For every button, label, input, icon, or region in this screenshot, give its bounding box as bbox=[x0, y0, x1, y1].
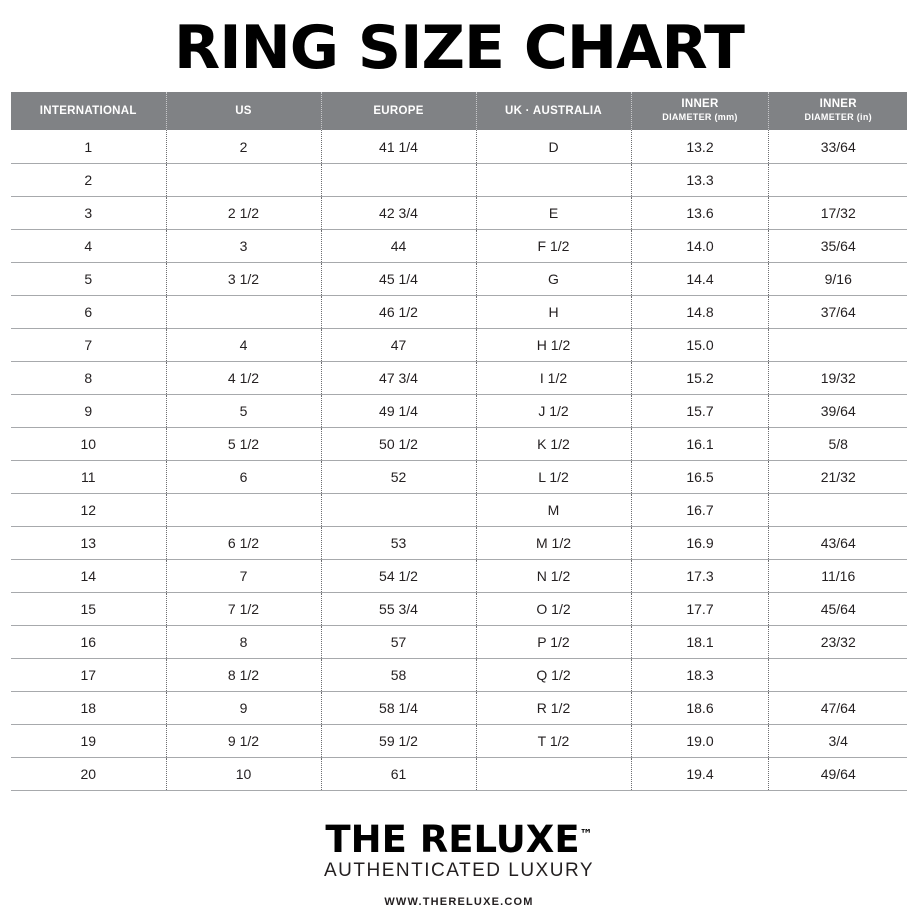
table-cell: 55 3/4 bbox=[321, 592, 476, 625]
table-cell: 47 3/4 bbox=[321, 361, 476, 394]
table-cell: L 1/2 bbox=[476, 460, 631, 493]
table-cell: 17 bbox=[11, 658, 166, 691]
table-cell: 18.3 bbox=[631, 658, 769, 691]
table-cell bbox=[321, 163, 476, 196]
table-cell: 23/32 bbox=[769, 625, 907, 658]
table-cell bbox=[769, 163, 907, 196]
table-cell: 3 1/2 bbox=[166, 262, 321, 295]
column-header-us: US bbox=[166, 92, 321, 130]
table-cell: 49 1/4 bbox=[321, 394, 476, 427]
table-cell: 5 bbox=[11, 262, 166, 295]
table-row bbox=[11, 262, 907, 295]
table-row bbox=[11, 559, 907, 592]
table-cell: 10 bbox=[11, 427, 166, 460]
table-row bbox=[11, 691, 907, 724]
table-cell: 13.3 bbox=[631, 163, 769, 196]
table-cell: 33/64 bbox=[769, 130, 907, 163]
table-cell: K 1/2 bbox=[476, 427, 631, 460]
column-header-uk-australia: UK · AUSTRALIA bbox=[476, 92, 631, 130]
column-header-europe: EUROPE bbox=[321, 92, 476, 130]
table-cell: 12 bbox=[11, 493, 166, 526]
table-cell: 7 1/2 bbox=[166, 592, 321, 625]
table-cell: M 1/2 bbox=[476, 526, 631, 559]
ring-size-table bbox=[11, 92, 907, 791]
table-cell: 19.4 bbox=[631, 757, 769, 790]
table-cell bbox=[166, 295, 321, 328]
brand-tagline: AUTHENTICATED LUXURY bbox=[324, 860, 594, 881]
table-cell bbox=[769, 658, 907, 691]
table-row bbox=[11, 658, 907, 691]
brand-name: THE RELUXE™ bbox=[325, 818, 593, 861]
table-cell: 5/8 bbox=[769, 427, 907, 460]
table-cell: T 1/2 bbox=[476, 724, 631, 757]
table-cell: 39/64 bbox=[769, 394, 907, 427]
table-cell: 52 bbox=[321, 460, 476, 493]
table-row bbox=[11, 394, 907, 427]
table-cell: 4 1/2 bbox=[166, 361, 321, 394]
table-cell: 9 bbox=[166, 691, 321, 724]
column-header-inner-diameter-mm: INNER DIAMETER (mm) bbox=[631, 92, 769, 130]
table-cell: 19 bbox=[11, 724, 166, 757]
table-cell: Q 1/2 bbox=[476, 658, 631, 691]
table-cell: 3/4 bbox=[769, 724, 907, 757]
table-cell: 61 bbox=[321, 757, 476, 790]
table-row bbox=[11, 460, 907, 493]
table-cell: 16 bbox=[11, 625, 166, 658]
table-cell: H bbox=[476, 295, 631, 328]
table-cell: 15.0 bbox=[631, 328, 769, 361]
table-cell: 15.2 bbox=[631, 361, 769, 394]
table-cell bbox=[476, 757, 631, 790]
table-cell: 2 1/2 bbox=[166, 196, 321, 229]
table-cell: 13.2 bbox=[631, 130, 769, 163]
column-header-international: INTERNATIONAL bbox=[11, 92, 166, 130]
table-cell: M bbox=[476, 493, 631, 526]
table-cell: 49/64 bbox=[769, 757, 907, 790]
table-cell: N 1/2 bbox=[476, 559, 631, 592]
table-header bbox=[11, 92, 907, 130]
table-cell: R 1/2 bbox=[476, 691, 631, 724]
table-cell: 20 bbox=[11, 757, 166, 790]
table-header-row bbox=[11, 92, 907, 130]
table-row bbox=[11, 295, 907, 328]
table-cell: P 1/2 bbox=[476, 625, 631, 658]
table-cell: 53 bbox=[321, 526, 476, 559]
table-cell: 15 bbox=[11, 592, 166, 625]
table-cell: 19/32 bbox=[769, 361, 907, 394]
table-cell: 57 bbox=[321, 625, 476, 658]
table-row bbox=[11, 196, 907, 229]
table-cell: 9/16 bbox=[769, 262, 907, 295]
page-title: RING SIZE CHART bbox=[174, 13, 744, 83]
table-cell: 16.1 bbox=[631, 427, 769, 460]
table-cell: 10 bbox=[166, 757, 321, 790]
table-cell: 4 bbox=[166, 328, 321, 361]
table-cell: 2 bbox=[166, 130, 321, 163]
column-header-inner-diameter-in: INNER DIAMETER (in) bbox=[769, 92, 907, 130]
table-cell: 14 bbox=[11, 559, 166, 592]
table-cell: 35/64 bbox=[769, 229, 907, 262]
table-row bbox=[11, 130, 907, 163]
table-cell: 3 bbox=[166, 229, 321, 262]
table-cell: 58 1/4 bbox=[321, 691, 476, 724]
table-cell bbox=[166, 163, 321, 196]
table-cell: 6 1/2 bbox=[166, 526, 321, 559]
table-cell: 21/32 bbox=[769, 460, 907, 493]
table-cell: 5 1/2 bbox=[166, 427, 321, 460]
table-cell: H 1/2 bbox=[476, 328, 631, 361]
table-cell: 50 1/2 bbox=[321, 427, 476, 460]
footer bbox=[0, 811, 918, 918]
table-row bbox=[11, 229, 907, 262]
table-cell: 6 bbox=[166, 460, 321, 493]
table-row bbox=[11, 592, 907, 625]
table-cell: 54 1/2 bbox=[321, 559, 476, 592]
table-row bbox=[11, 493, 907, 526]
table-cell: 2 bbox=[11, 163, 166, 196]
table-cell: 14.4 bbox=[631, 262, 769, 295]
table-cell: 11 bbox=[11, 460, 166, 493]
table-cell: 41 1/4 bbox=[321, 130, 476, 163]
table-cell: 8 1/2 bbox=[166, 658, 321, 691]
table-cell: 7 bbox=[166, 559, 321, 592]
table-cell: O 1/2 bbox=[476, 592, 631, 625]
table-cell: I 1/2 bbox=[476, 361, 631, 394]
table-cell: 17.3 bbox=[631, 559, 769, 592]
table-cell: 43/64 bbox=[769, 526, 907, 559]
website-url: WWW.THERELUXE.COM bbox=[384, 896, 534, 908]
table-cell: 16.9 bbox=[631, 526, 769, 559]
table-cell: 13.6 bbox=[631, 196, 769, 229]
table-cell: 1 bbox=[11, 130, 166, 163]
table-cell: 18.1 bbox=[631, 625, 769, 658]
table-cell: 37/64 bbox=[769, 295, 907, 328]
table-cell: 47 bbox=[321, 328, 476, 361]
table-cell bbox=[476, 163, 631, 196]
table-cell: 44 bbox=[321, 229, 476, 262]
table-cell: 18 bbox=[11, 691, 166, 724]
table-cell: 46 1/2 bbox=[321, 295, 476, 328]
table-cell bbox=[166, 493, 321, 526]
table-cell: 59 1/2 bbox=[321, 724, 476, 757]
table-cell: 6 bbox=[11, 295, 166, 328]
table-cell bbox=[769, 493, 907, 526]
table-cell: 15.7 bbox=[631, 394, 769, 427]
table-cell: 11/16 bbox=[769, 559, 907, 592]
table-cell: 45/64 bbox=[769, 592, 907, 625]
table-cell: 16.5 bbox=[631, 460, 769, 493]
table-cell: F 1/2 bbox=[476, 229, 631, 262]
table-row bbox=[11, 526, 907, 559]
table-row bbox=[11, 757, 907, 790]
table-cell: 14.8 bbox=[631, 295, 769, 328]
table-cell: D bbox=[476, 130, 631, 163]
table-cell: 58 bbox=[321, 658, 476, 691]
table-cell: 13 bbox=[11, 526, 166, 559]
table-cell: 18.6 bbox=[631, 691, 769, 724]
table-cell: 4 bbox=[11, 229, 166, 262]
trademark-symbol: ™ bbox=[579, 827, 593, 843]
table-row bbox=[11, 328, 907, 361]
table-cell: 14.0 bbox=[631, 229, 769, 262]
table-cell: 3 bbox=[11, 196, 166, 229]
table-cell: E bbox=[476, 196, 631, 229]
table-cell: J 1/2 bbox=[476, 394, 631, 427]
table-body bbox=[11, 130, 907, 790]
table-cell: 45 1/4 bbox=[321, 262, 476, 295]
table-cell: 8 bbox=[11, 361, 166, 394]
table-cell bbox=[769, 328, 907, 361]
table-cell: 17/32 bbox=[769, 196, 907, 229]
table-cell: 5 bbox=[166, 394, 321, 427]
table-cell: 8 bbox=[166, 625, 321, 658]
table-row bbox=[11, 361, 907, 394]
table-cell: 19.0 bbox=[631, 724, 769, 757]
table-cell: 16.7 bbox=[631, 493, 769, 526]
table-cell: 9 1/2 bbox=[166, 724, 321, 757]
table-cell: 7 bbox=[11, 328, 166, 361]
table-cell: 47/64 bbox=[769, 691, 907, 724]
table-row bbox=[11, 163, 907, 196]
table-row bbox=[11, 625, 907, 658]
table-cell: 9 bbox=[11, 394, 166, 427]
table-row bbox=[11, 724, 907, 757]
table-cell bbox=[321, 493, 476, 526]
table-row bbox=[11, 427, 907, 460]
table-cell: G bbox=[476, 262, 631, 295]
table-cell: 17.7 bbox=[631, 592, 769, 625]
table-cell: 42 3/4 bbox=[321, 196, 476, 229]
